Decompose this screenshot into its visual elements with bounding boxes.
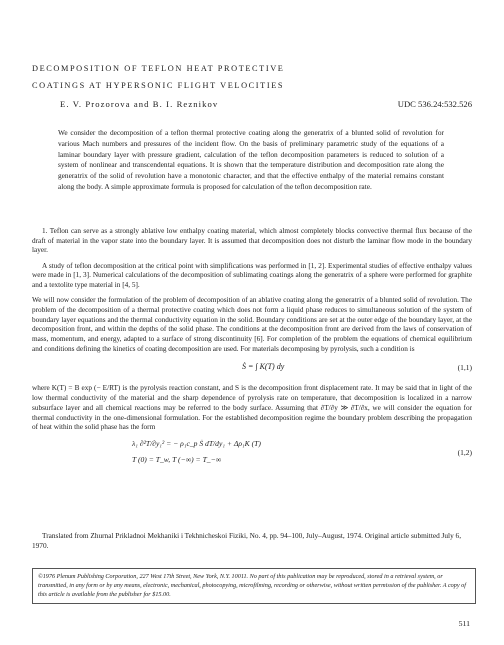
udc-code: UDC 536.24:532.526 (397, 99, 472, 109)
authors: E. V. Prozorova and B. I. Reznikov (60, 99, 219, 109)
equation-1-1-number: (1,1) (457, 363, 472, 373)
title-line-2: COATINGS AT HYPERSONIC FLIGHT VELOCITIES (32, 81, 285, 90)
equation-1-2-line-2: T (0) = T_w, T (−∞) = T_−∞ (132, 454, 222, 464)
paragraph-3: We will now consider the formulation of the problem of decomposition of an ablative coating along the generatrix of a blunted solid of revolution. The problem of the decomposition of a thermal protective coating which does not form a liquid phase reduces to simultaneous solution of the system of boundary layer equations and the thermal conductivity equation in the solid. Boundary conditions are set at the outer edge of the boundary layer, at the decomposition front, and within the depths of the solid phase. The conditions at the decomposition front are derived from the laws of conservation of mass, momentum, and energy, adapted to a surface of strong discontinuity [6]. For completion of the problem the equations of chemical equilibrium and conditions defining the kinetics of coating decomposition are used. For materials decomposing by pyrolysis, such a condition is (32, 296, 472, 353)
translation-footnote (32, 531, 472, 551)
paragraph-1: 1. Teflon can serve as a strongly ablative low enthalpy coating material, which almost completely blocks convective thermal flux because of the draft of material in the vapor state into the boundary layer. It is assumed that decomposition does not disturb the laminar flow mode in the boundary layer. (32, 227, 472, 255)
equation-1-2 (32, 436, 472, 472)
page-number: 511 (458, 619, 470, 628)
body-text (32, 227, 472, 476)
paper-title (32, 60, 472, 94)
paragraph-4: where K(T) = B exp (− E/RT) is the pyrolysis reaction constant, and S is the decomposition front displacement rate. It may be said that in light of the low thermal conductivity of the material and the sharp dependence of pyrolysis rate on temperature, that decomposition is localized in a narrow subsurface layer and all chemical reactions may be referred to the body surface. Assuming that ∂T/∂y ≫ ∂T/∂x, we will consider the equation for thermal conductivity in the one-dimensional formulation. For the established decomposition regime the boundary problem describing the propagation of heat within the solid phase has the form (32, 384, 472, 432)
copyright-box: ©1976 Plenum Publishing Corporation, 227 West 17th Street, New York, N.Y. 10011. No part of this publication may be reproduced, stored in a retrieval system, or transmitted, in any form or by any means, electronic, mechanical, photocopying, microfilming, recording or otherwise, without written permission of the publisher. A copy of this article is available from the publisher for $15.00. (32, 568, 476, 604)
abstract (58, 128, 444, 193)
equation-1-2-line-1: λ₁ ∂²T/∂y₁² = − ρ₁c_p Ṡ dT/dy₁ + Δρ₁K (T) (132, 438, 261, 448)
footnote-text: Translated from Zhurnal Prikladnoi Mekhaniki i Tekhnicheskoi Fiziki, No. 4, pp. 94–100, July–August, 1974. Original article submitted July 6, 1970. (32, 531, 462, 550)
equation-1-2-number: (1,2) (457, 447, 472, 457)
title-line-1: DECOMPOSITION OF TEFLON HEAT PROTECTIVE (32, 64, 285, 73)
equation-1-1-expression: Ṡ = ∫ K(T) dy (242, 362, 285, 372)
paragraph-2: A study of teflon decomposition at the critical point with simplifications was performed in [1, 2]. Experimental studies of effective enthalpy values were made in [1, 3]. Numerical calculations of the decomposition of sublimating coatings along the generatrix of a sphere were performed for graphite and a textolite type material in [4, 5]. (32, 261, 472, 290)
equation-1-1 (32, 357, 472, 381)
abstract-text: We consider the decomposition of a teflon thermal protective coating along the generatrix of a blunted solid of revolution for various Mach numbers and pressures of the incident flow. On the basis of preliminary parametric study of the equations of a laminar boundary layer with pressure gradient, calculation of the teflon decomposition parameters is reduced to solution of a system of nonlinear and transcendental equations. It is shown that the temperature distribution and decomposition rate along the generatrix of the solid of revolution have a monotonic character, and that the effective enthalpy of the material remains constant along the body. A simple approximate formula is proposed for calculation of the teflon decomposition rate. (58, 128, 444, 191)
